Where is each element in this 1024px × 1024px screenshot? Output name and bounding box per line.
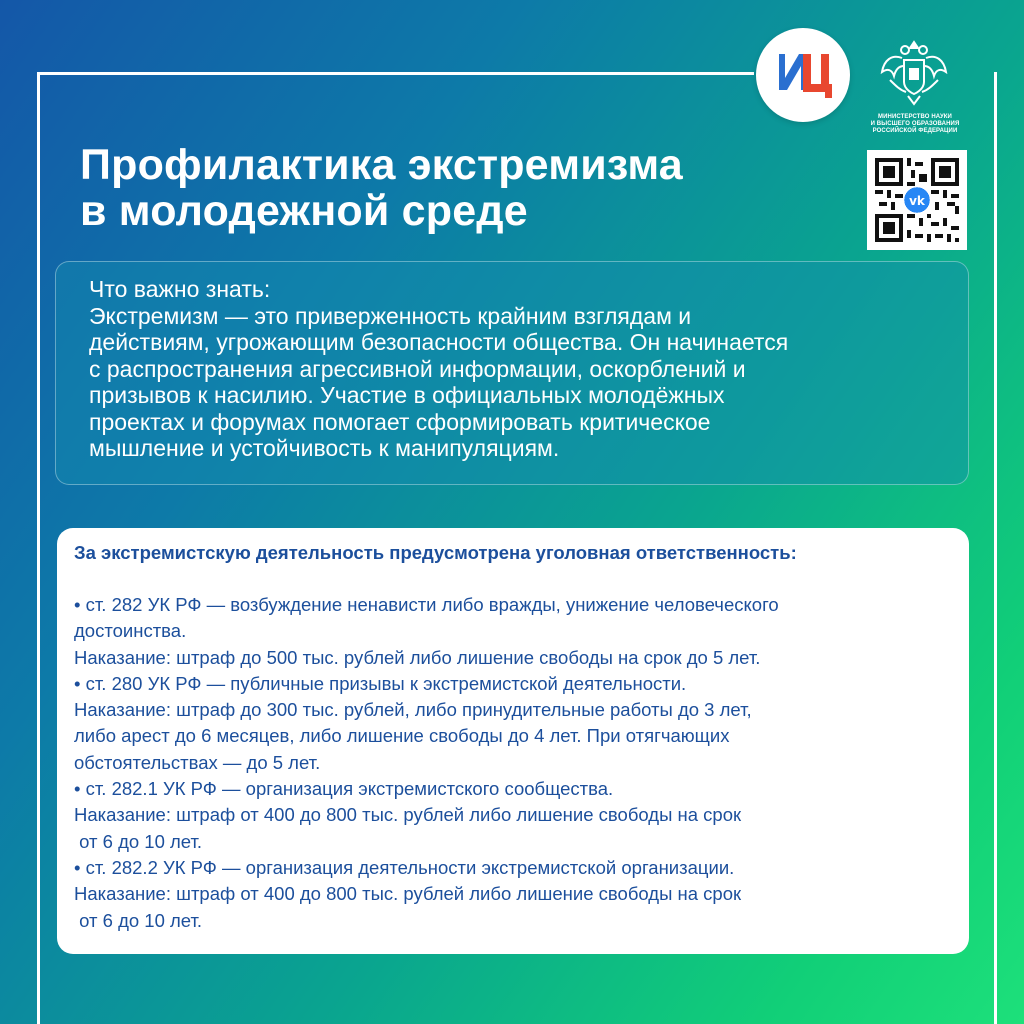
page-title — [80, 142, 683, 234]
spacer — [74, 566, 969, 592]
law-line: • ст. 282.1 УК РФ — организация экстремистского сообщества. — [74, 778, 614, 800]
title-line-1: Профилактика экстремизма — [80, 141, 683, 189]
title-line-2: в молодежной среде — [80, 187, 528, 235]
law-heading: За экстремистскую деятельность предусмотрена уголовная ответственность: — [74, 542, 797, 563]
ministry-line-3: РОССИЙСКОЙ ФЕДЕРАЦИИ — [872, 128, 958, 134]
law-line: от 6 до 10 лет. — [74, 830, 203, 852]
law-panel — [57, 528, 969, 954]
law-line: достоинства. — [74, 620, 187, 642]
ministry-line-1: МИНИСТЕРСТВО НАУКИ — [878, 114, 952, 120]
info-panel — [55, 261, 969, 485]
ic-logo — [756, 28, 850, 122]
info-line: мышление и устойчивость к манипуляциям. — [89, 435, 560, 461]
vk-qr-code[interactable] — [867, 150, 967, 250]
info-line: проектах и форумах помогает сформировать критическое — [89, 408, 711, 435]
law-line: от 6 до 10 лет. — [74, 909, 203, 931]
info-line: призывов к насилию. Участие в официальных молодёжных — [89, 382, 725, 408]
frame-left-line — [37, 72, 40, 1024]
eagle-emblem-icon — [878, 36, 950, 110]
law-line: Наказание: штраф от 400 до 800 тыс. рублей либо лишение свободы на срок — [74, 883, 742, 905]
info-line: Что важно знать: — [89, 276, 271, 302]
frame-right-line — [994, 72, 997, 1024]
law-line: • ст. 280 УК РФ — публичные призывы к экстремистской деятельности. — [74, 672, 687, 694]
law-line: обстоятельствах — до 5 лет. — [74, 751, 321, 773]
law-line: либо арест до 6 месяцев, либо лишение свободы до 4 лет. При отягчающих — [74, 725, 730, 747]
info-line: с распространения агрессивной информации, оскорблений и — [89, 355, 746, 382]
law-line: • ст. 282 УК РФ — возбуждение ненависти либо вражды, унижение человеческого — [74, 594, 779, 615]
svg-text:vk: vk — [909, 193, 925, 208]
info-line: Экстремизм — это приверженность крайним взглядам и — [89, 302, 692, 329]
frame-top-line — [37, 72, 754, 75]
info-line: действиям, угрожающим безопасности общества. Он начинается — [89, 329, 789, 355]
ministry-line-2: И ВЫСШЕГО ОБРАЗОВАНИЯ — [870, 121, 960, 127]
law-line: Наказание: штраф до 300 тыс. рублей, либо принудительные работы до 3 лет, — [74, 699, 752, 721]
law-line: Наказание: штраф до 500 тыс. рублей либо лишение свободы на срок до 5 лет. — [74, 646, 761, 668]
law-line: Наказание: штраф от 400 до 800 тыс. рублей либо лишение свободы на срок — [74, 804, 742, 826]
law-line: • ст. 282.2 УК РФ — организация деятельности экстремистской организации. — [74, 856, 735, 878]
ministry-name — [860, 114, 970, 135]
